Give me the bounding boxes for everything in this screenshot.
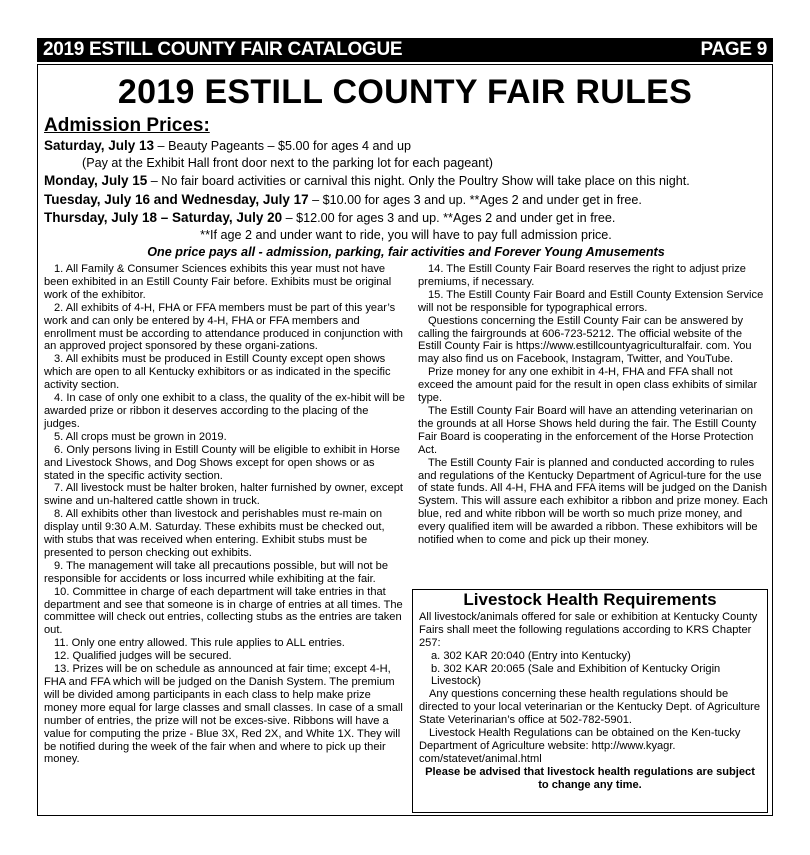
admission-heading: Admission Prices: — [44, 115, 210, 136]
admission-tue-text: – $10.00 for ages 3 and up. **Ages 2 and under get in free. — [308, 192, 642, 207]
admission-ride-note: **If age 2 and under want to ride, you will have to pay full admission price. — [200, 228, 612, 243]
livestock-questions: Any questions concerning these health regulations should be directed to your local veterinarian or the Kentucky Dept. of Agriculture State Veterinarian’s office at 502-782-5901. — [419, 688, 761, 727]
rule-item: 15. The Estill County Fair Board and Estill County Extension Service will not be responsible for typographical errors. — [418, 288, 764, 314]
admission-prices — [44, 137, 768, 261]
admission-tue-days: Tuesday, July 16 and Wednesday, July 17 — [44, 191, 309, 207]
rule-item: 5. All crops must be grown in 2019. — [54, 430, 227, 443]
admission-thu-text: – $12.00 for ages 3 and up. **Ages 2 and under get in free. — [282, 210, 616, 225]
rule-item: The Estill County Fair is planned and conducted according to rules and regulations of the Kentucky Department of Agricul-ture for the use of state funds. All 4-H, FHA and FFA items will be judged on the Danish System. This will assure each exhibitor a ribbon and prize money. Each blue, red and white ribbon will be worth so much prize money, and every qualified item will be awarded a ribbon. These exhibitors will be notified when to come and pick up their money. — [418, 456, 768, 547]
livestock-health-box — [412, 589, 768, 813]
livestock-heading: Livestock Health Requirements — [463, 590, 717, 609]
rule-item: 11. Only one entry allowed. This rule applies to ALL entries. — [54, 637, 345, 650]
admission-tue — [44, 191, 768, 209]
rule-item: 12. Qualified judges will be secured. — [54, 650, 232, 663]
rule-item: 14. The Estill County Fair Board reserves the right to adjust prize premiums, if necessary. — [418, 263, 746, 288]
page-title: 2019 ESTILL COUNTY FAIR RULES — [117, 73, 693, 111]
rule-item: Prize money for any one exhibit in 4-H, FHA and FFA shall not exceed the amount paid for the result in open class exhibits of similar type. — [418, 366, 758, 405]
livestock-website: Livestock Health Regulations can be obtained on the Ken-tucky Department of Agriculture website: http://www.kyagr. com/statevet/animal.html — [419, 727, 741, 765]
admission-sat13-text: – Beauty Pageants – $5.00 for ages 4 and up — [154, 139, 412, 153]
rule-item: 4. In case of only one exhibit to a class, the quality of the ex-hibit will be awarded prize or ribbon it deserves according to the placing of the judges. — [44, 392, 405, 430]
page-number: PAGE 9 — [700, 39, 767, 60]
rule-item: Questions concerning the Estill County Fair can be answered by calling the fairgrounds at 606-723-5212. The official website of the Estill County Fair is https://www.estillcountyagriculturalfair. com. You may also find us on Facebook, Instagram, Twitter, and YouTube. — [418, 314, 752, 366]
admission-sat13 — [44, 137, 768, 155]
rule-item: 1. All Family & Consumer Sciences exhibits this year must not have been exhibited in an Estill County Fair before. Exhibits must be original work of the exhibitor. — [44, 263, 392, 301]
livestock-item-a: a. 302 KAR 20:040 (Entry into Kentucky) — [431, 649, 631, 662]
rule-item: 8. All exhibits other than livestock and perishables must re-main on display until 9:30 A.M. Saturday. These exhibits must be checked out, with stubs that was received when entering. Exhibit stubs must be presented to person checking out exhibits. — [44, 508, 385, 559]
catalogue-title: 2019 ESTILL COUNTY FAIR CATALOGUE — [43, 39, 403, 60]
rule-item: 6. Only persons living in Estill County will be eligible to exhibit in Horse and Livestock Shows, and Dog Shows except for open shows or as stated in the specific activity section. — [44, 443, 400, 482]
admission-mon15 — [44, 172, 768, 190]
rules-frame — [37, 64, 773, 816]
admission-one-price: One price pays all - admission, parking, fair activities and Forever Young Amusements — [147, 245, 665, 260]
admission-mon15-text: – No fair board activities or carnival this night. Only the Poultry Show will take place on this night. — [147, 174, 690, 189]
livestock-advisory: Please be advised that livestock health regulations are subject to change any time. — [425, 765, 755, 791]
rule-item: 2. All exhibits of 4-H, FHA or FFA members must be part of this year’s work and can only be entered by 4-H, FHA or FFA members and enrollment must be according to attendance produced in conjunction with an approved project sponsored by these organi-zations. — [44, 301, 403, 353]
rules-right-column — [418, 263, 768, 547]
admission-thu — [44, 209, 768, 227]
rule-item: The Estill County Fair Board will have an attending veterinarian on the grounds at all Horse Shows held during the fair. The Estill County Fair Board is cooperating in the enforcement of the Horse Protection Act. — [418, 404, 757, 456]
rule-item: 9. The management will take all precautions possible, but will not be responsible for accidents or loss incurred while exhibiting at the fair. — [44, 559, 389, 585]
page-header — [37, 38, 773, 62]
rule-item: 10. Committee in charge of each department will take entries in that department and see that someone is in charge of entries at all times. The committee will check out entries, collecting stubs as the entries are taken out. — [44, 585, 403, 637]
admission-mon15-day: Monday, July 15 — [44, 173, 148, 189]
admission-thu-days: Thursday, July 18 – Saturday, July 20 — [44, 209, 283, 225]
rule-item: 13. Prizes will be on schedule as announced at fair time; except 4-H, FHA and FFA which will be judged on the Danish System. The premium will be divided among participants in each class to help make prize money more equal for large classes and small classes. In case of a small number of entries, the prize will not be exces-sive. Ribbons will have a value for computing the prize - Blue 3X, Red 2X, and White 1X. They will be notified during the week of the fair when and where to pick up their money. — [44, 663, 403, 766]
livestock-intro: All livestock/animals offered for sale or exhibition at Kentucky County Fairs shall meet the following regulations according to KRS Chapter 257: — [419, 610, 758, 649]
livestock-item-b: b. 302 KAR 20:065 (Sale and Exhibition of Kentucky Origin Livestock) — [431, 662, 721, 688]
admission-sat13-day: Saturday, July 13 — [44, 138, 155, 153]
rule-item: 7. All livestock must be halter broken, halter furnished by owner, except swine and un-haltered cattle shown in truck. — [44, 482, 404, 508]
rule-item: 3. All exhibits must be produced in Estill County except open shows which are open to all Kentucky exhibitors or as indicated in the specific activity section. — [44, 353, 391, 392]
admission-sat13-note: (Pay at the Exhibit Hall front door next to the parking lot for each pageant) — [82, 156, 493, 171]
rules-left-column — [44, 263, 406, 766]
